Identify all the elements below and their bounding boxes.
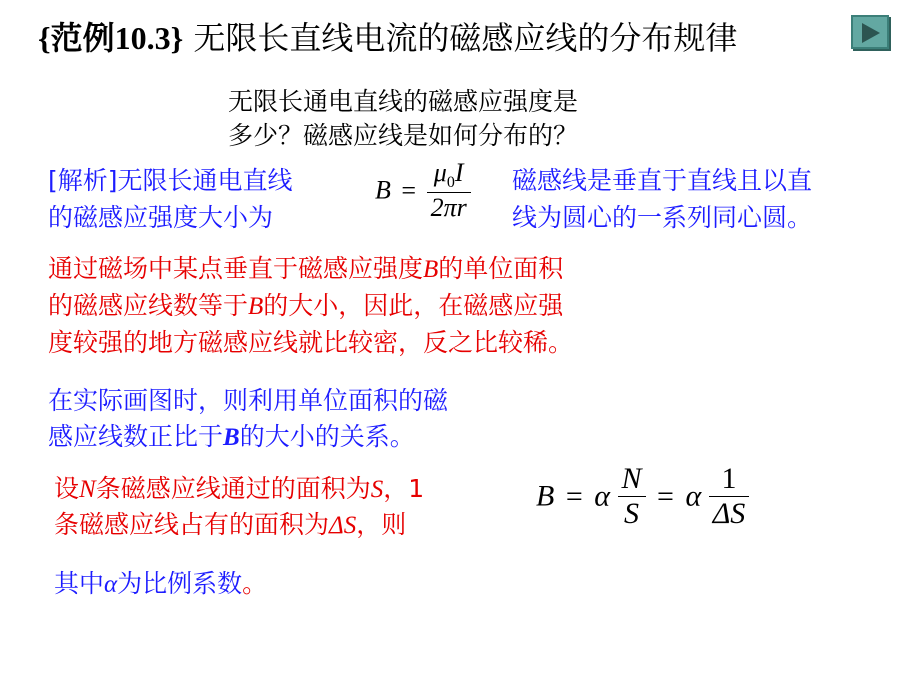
setup-line-1: 设N条磁感应线通过的面积为S，1 — [54, 474, 425, 503]
density-line-3: 度较强的地方磁感应线就比较密，反之比较稀。 — [48, 328, 574, 357]
question-line-1: 无限长通电直线的磁感应强度是 — [228, 87, 579, 116]
next-slide-button[interactable] — [851, 15, 889, 49]
play-triangle-icon — [861, 22, 881, 44]
formula-mu-sub: 0 — [446, 174, 455, 192]
symbol-s: S — [370, 476, 384, 503]
drawing-line-2: 感应线数正比于B的大小的关系。 — [48, 422, 415, 451]
symbol-alpha: α — [104, 571, 118, 598]
question-line-2: 多少？磁感应线是如何分布的？ — [228, 121, 579, 150]
symbol-alpha: α — [594, 479, 610, 513]
formula-current: I — [454, 158, 464, 187]
field-lines-line-2: 线为圆心的一系列同心圆。 — [512, 203, 813, 232]
symbol-b: B — [223, 424, 240, 451]
symbol-alpha: α — [685, 479, 702, 513]
alpha-formula-lhs: B — [536, 479, 555, 513]
density-line-1: 通过磁场中某点垂直于磁感应强度B的单位面积 — [48, 254, 564, 283]
symbol-n: N — [79, 476, 96, 503]
field-lines-line-1: 磁感线是垂直于直线且以直 — [512, 166, 813, 195]
alpha-formula: B = α $\frac{N}{S}$ = α $\frac{1}{\Delta S}$ — [536, 462, 749, 531]
symbol-delta-s: ΔS — [329, 512, 357, 539]
formula-lhs: B — [375, 175, 391, 205]
fraction-n-over-s: $\frac{N}{S}$ — [618, 462, 646, 531]
setup-line-2: 条磁感应线占有的面积为ΔS，则 — [54, 510, 407, 539]
fraction-one-over-delta-s: $\frac{1}{\Delta S}$ — [709, 462, 750, 531]
field-formula — [375, 158, 471, 223]
symbol-b: B — [423, 256, 439, 283]
drawing-line-1: 在实际画图时，则利用单位面积的磁 — [48, 386, 449, 415]
slide-title — [38, 14, 737, 62]
formula-mu: μ — [433, 158, 447, 187]
formula-denominator: 2πr — [430, 193, 467, 223]
density-line-2: 的磁感应线数等于B的大小，因此，在磁感应强 — [48, 291, 564, 320]
analysis-line-1: [解析]无限长通电直线 — [48, 166, 293, 195]
analysis-line-2: 的磁感应强度大小为 — [48, 203, 274, 232]
title-text: 无限长直线电流的磁感应线的分布规律 — [193, 19, 738, 57]
formula-fraction — [427, 158, 471, 223]
formula-eq: = — [401, 175, 417, 205]
example-label: {范例10.3} — [38, 20, 184, 56]
symbol-b: B — [248, 293, 264, 320]
coefficient-line: 其中α为比例系数。 — [54, 569, 268, 598]
